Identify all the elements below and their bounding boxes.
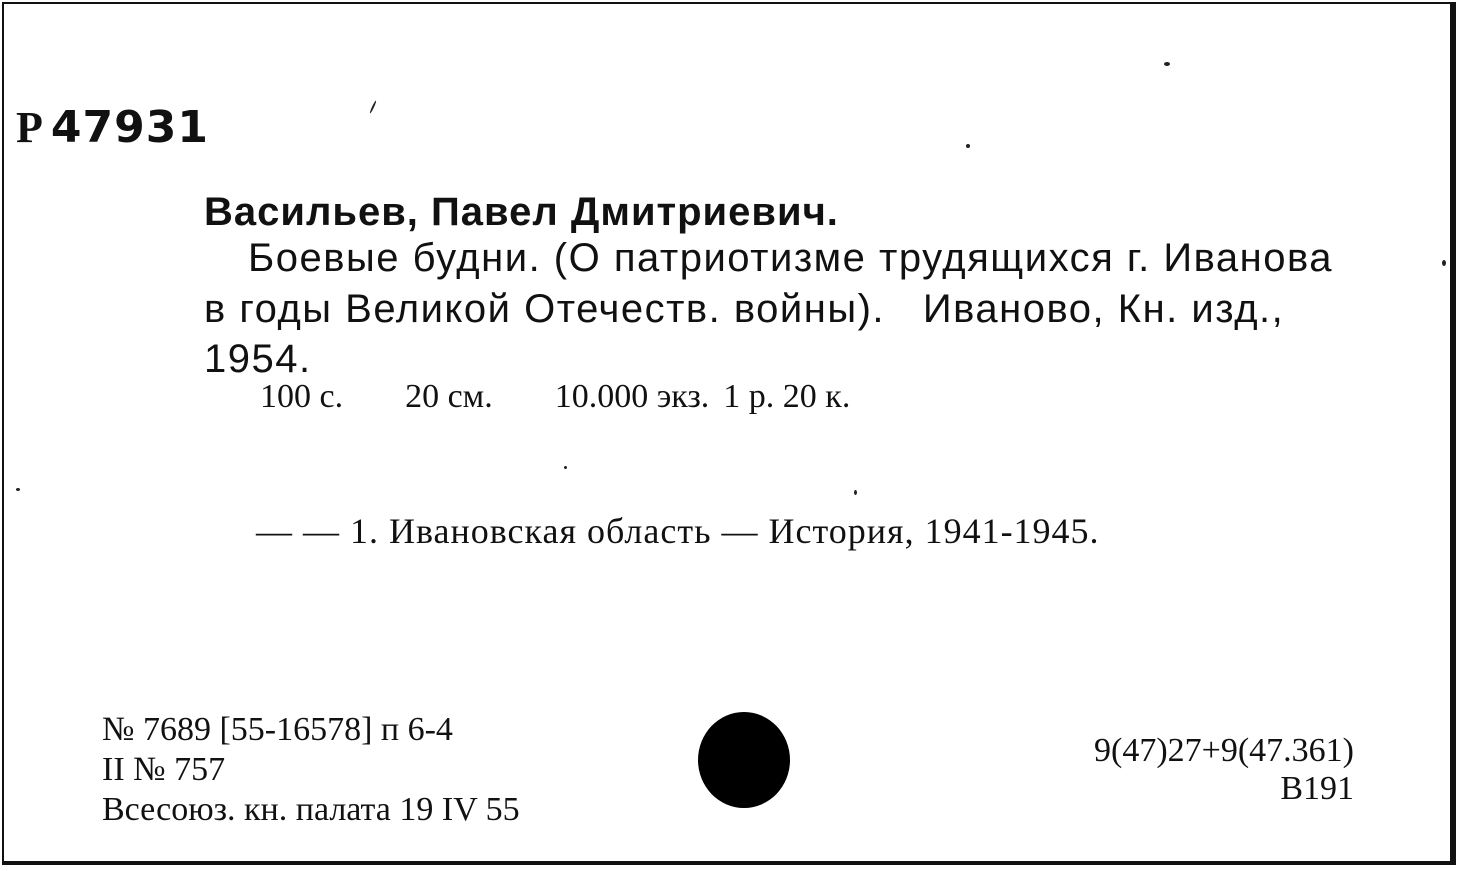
punch-hole <box>698 712 790 808</box>
speck <box>1442 260 1446 266</box>
collation-pages: 100 с. <box>260 378 344 415</box>
speck <box>16 488 20 491</box>
card-info-line: Всесоюз. кн. палата 19 IV 55 <box>102 791 520 828</box>
speck <box>854 490 857 495</box>
collation-size: 20 см. <box>405 378 493 415</box>
shelf-mark-number: 47931 <box>50 102 209 153</box>
collation-line <box>260 378 864 416</box>
author-heading: Васильев, Павел Дмитриевич. <box>204 190 839 234</box>
classification-author-mark: В191 <box>1280 770 1354 807</box>
shelf-mark <box>16 102 209 153</box>
shelf-mark-stamp: Р <box>16 103 43 152</box>
title-line-2: в годы Великой Отечеств. войны). Иваново, Кн. изд., <box>204 287 1285 331</box>
speck <box>966 144 970 148</box>
title-line-1: Боевые будни. (О патриотизме трудящихся г. Иванова <box>248 236 1333 280</box>
title-line-3: 1954. <box>204 337 312 381</box>
subject-heading: — — 1. Ивановская область — История, 1941-1945. <box>256 511 1100 551</box>
speck <box>369 100 377 114</box>
card-info-line: II № 757 <box>102 751 226 788</box>
collation-copies: 10.000 экз. <box>554 378 710 415</box>
collation-price: 1 р. 20 к. <box>723 378 851 415</box>
classification-index: 9(47)27+9(47.361) <box>1094 732 1354 769</box>
card-info <box>102 710 520 830</box>
speck <box>564 466 567 469</box>
catalog-card <box>2 2 1456 865</box>
speck <box>1164 62 1170 66</box>
classification <box>1094 732 1354 808</box>
card-info-line: № 7689 [55-16578] п 6-4 <box>102 711 453 748</box>
